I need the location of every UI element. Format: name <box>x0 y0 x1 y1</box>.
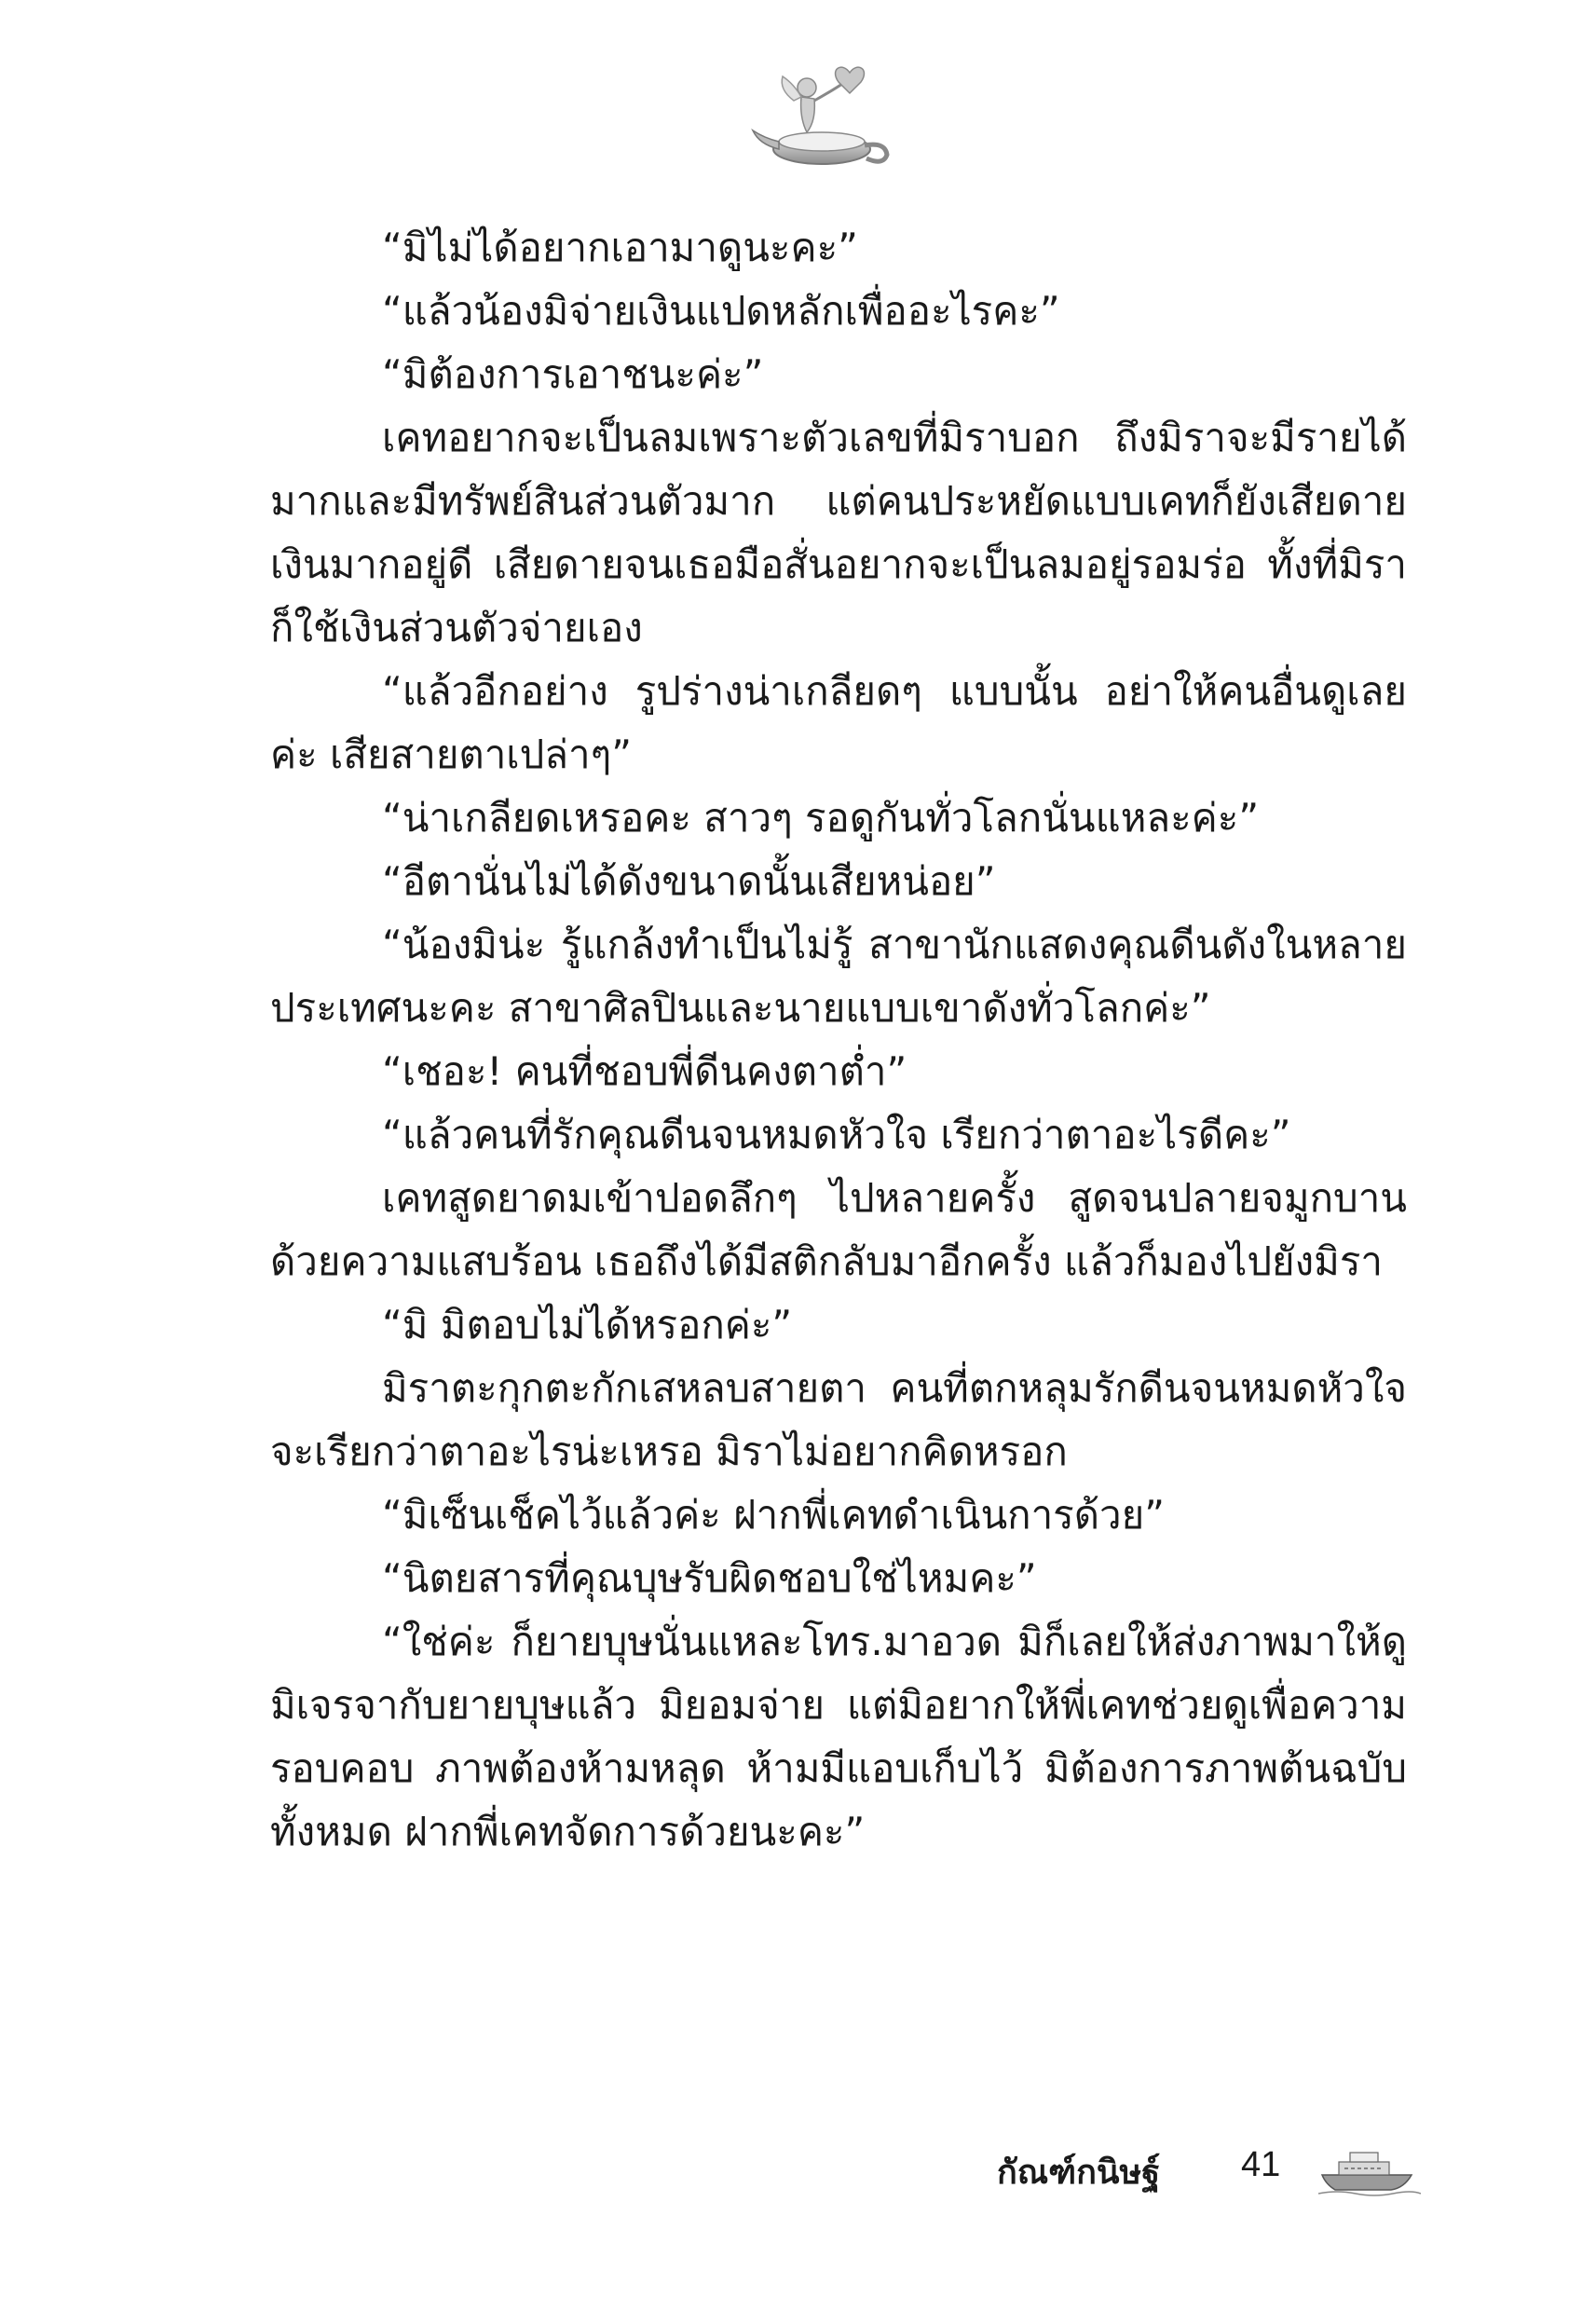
paragraph: “มิไม่ได้อยากเอามาดูนะคะ” <box>382 225 858 270</box>
story-body <box>270 216 1407 1864</box>
paragraph: “มิต้องการเอาชนะค่ะ” <box>382 351 764 397</box>
paragraph: “แล้วน้องมิจ่ายเงินแปดหลักเพื่ออะไรคะ” <box>382 288 1060 334</box>
paragraph: เคทสูดยาดมเข้าปอดลึกๆ ไปหลายครั้ง สูดจนปลายจมูกบานด้วยความแสบร้อน เธอถึงได้มีสติกลับมาอีกครั้ง แล้วก็มองไปยังมิรา <box>270 1175 1407 1284</box>
paragraph: “อีตานั่นไม่ได้ดังขนาดนั้นเสียหน่อย” <box>382 858 996 904</box>
paragraph: “น้องมิน่ะ รู้แกล้งทำเป็นไม่รู้ สาขานักแสดงคุณดีนดังในหลายประเทศนะคะ สาขาศิลปินและนายแบบเขาดังทั่วโลกค่ะ” <box>270 922 1407 1031</box>
paragraph: มิราตะกุกตะกักเสหลบสายตา คนที่ตกหลุมรักดีนจนหมดหัวใจจะเรียกว่าตาอะไรน่ะเหรอ มิราไม่อยากคิดหรอก <box>270 1365 1407 1474</box>
paragraph: “มิ มิตอบไม่ได้หรอกค่ะ” <box>382 1302 793 1347</box>
cupid-teapot-ornament-icon <box>745 56 904 177</box>
paragraph: “เชอะ! คนที่ชอบพี่ดีนคงตาต่ำ” <box>382 1048 907 1094</box>
paragraph: “ใช่ค่ะ ก็ยายบุษนั่นแหละโทร.มาอวด มิก็เลยให้ส่งภาพมาให้ดู มิเจรจากับยายบุษแล้ว มิยอมจ่าย แต่มิอยากให้พี่เคทช่วยดูเพื่อความรอบคอบ ภาพต้องห้ามหลุด ห้ามมีแอบเก็บไว้ มิต้องการภาพต้นฉบับทั้งหมด ฝากพี่เคทจัดการด้วยนะคะ” <box>270 1619 1407 1854</box>
paragraph: “แล้วอีกอย่าง รูปร่างน่าเกลียดๆ แบบนั้น อย่าให้คนอื่นดูเลยค่ะ เสียสายตาเปล่าๆ” <box>270 668 1407 777</box>
paragraph: “แล้วคนที่รักคุณดีนจนหมดหัวใจ เรียกว่าตาอะไรดีคะ” <box>382 1112 1291 1157</box>
paragraph: “นิตยสารที่คุณบุษรับผิดชอบใช่ไหมคะ” <box>382 1555 1037 1601</box>
page-number: 41 <box>1241 2145 1281 2184</box>
paragraph: “น่าเกลียดเหรอคะ สาวๆ รอดูกันทั่วโลกนั่นแหละค่ะ” <box>382 795 1260 841</box>
paragraph: “มิเซ็นเช็คไว้แล้วค่ะ ฝากพี่เคทดำเนินการด้วย” <box>382 1492 1165 1538</box>
boat-icon <box>1318 2141 1421 2197</box>
footer-author: กัณฑ์กนิษฐ์ <box>997 2153 1161 2191</box>
page-footer <box>997 2134 1425 2208</box>
paragraph: เคทอยากจะเป็นลมเพราะตัวเลขที่มิราบอก ถึงมิราจะมีรายได้มากและมีทรัพย์สินส่วนตัวมาก แต่คนประหยัดแบบเคทก็ยังเสียดายเงินมากอยู่ดี เสียดายจนเธอมือสั่นอยากจะเป็นลมอยู่รอมร่อ ทั้งที่มิราก็ใช้เงินส่วนตัวจ่ายเอง <box>270 415 1407 650</box>
